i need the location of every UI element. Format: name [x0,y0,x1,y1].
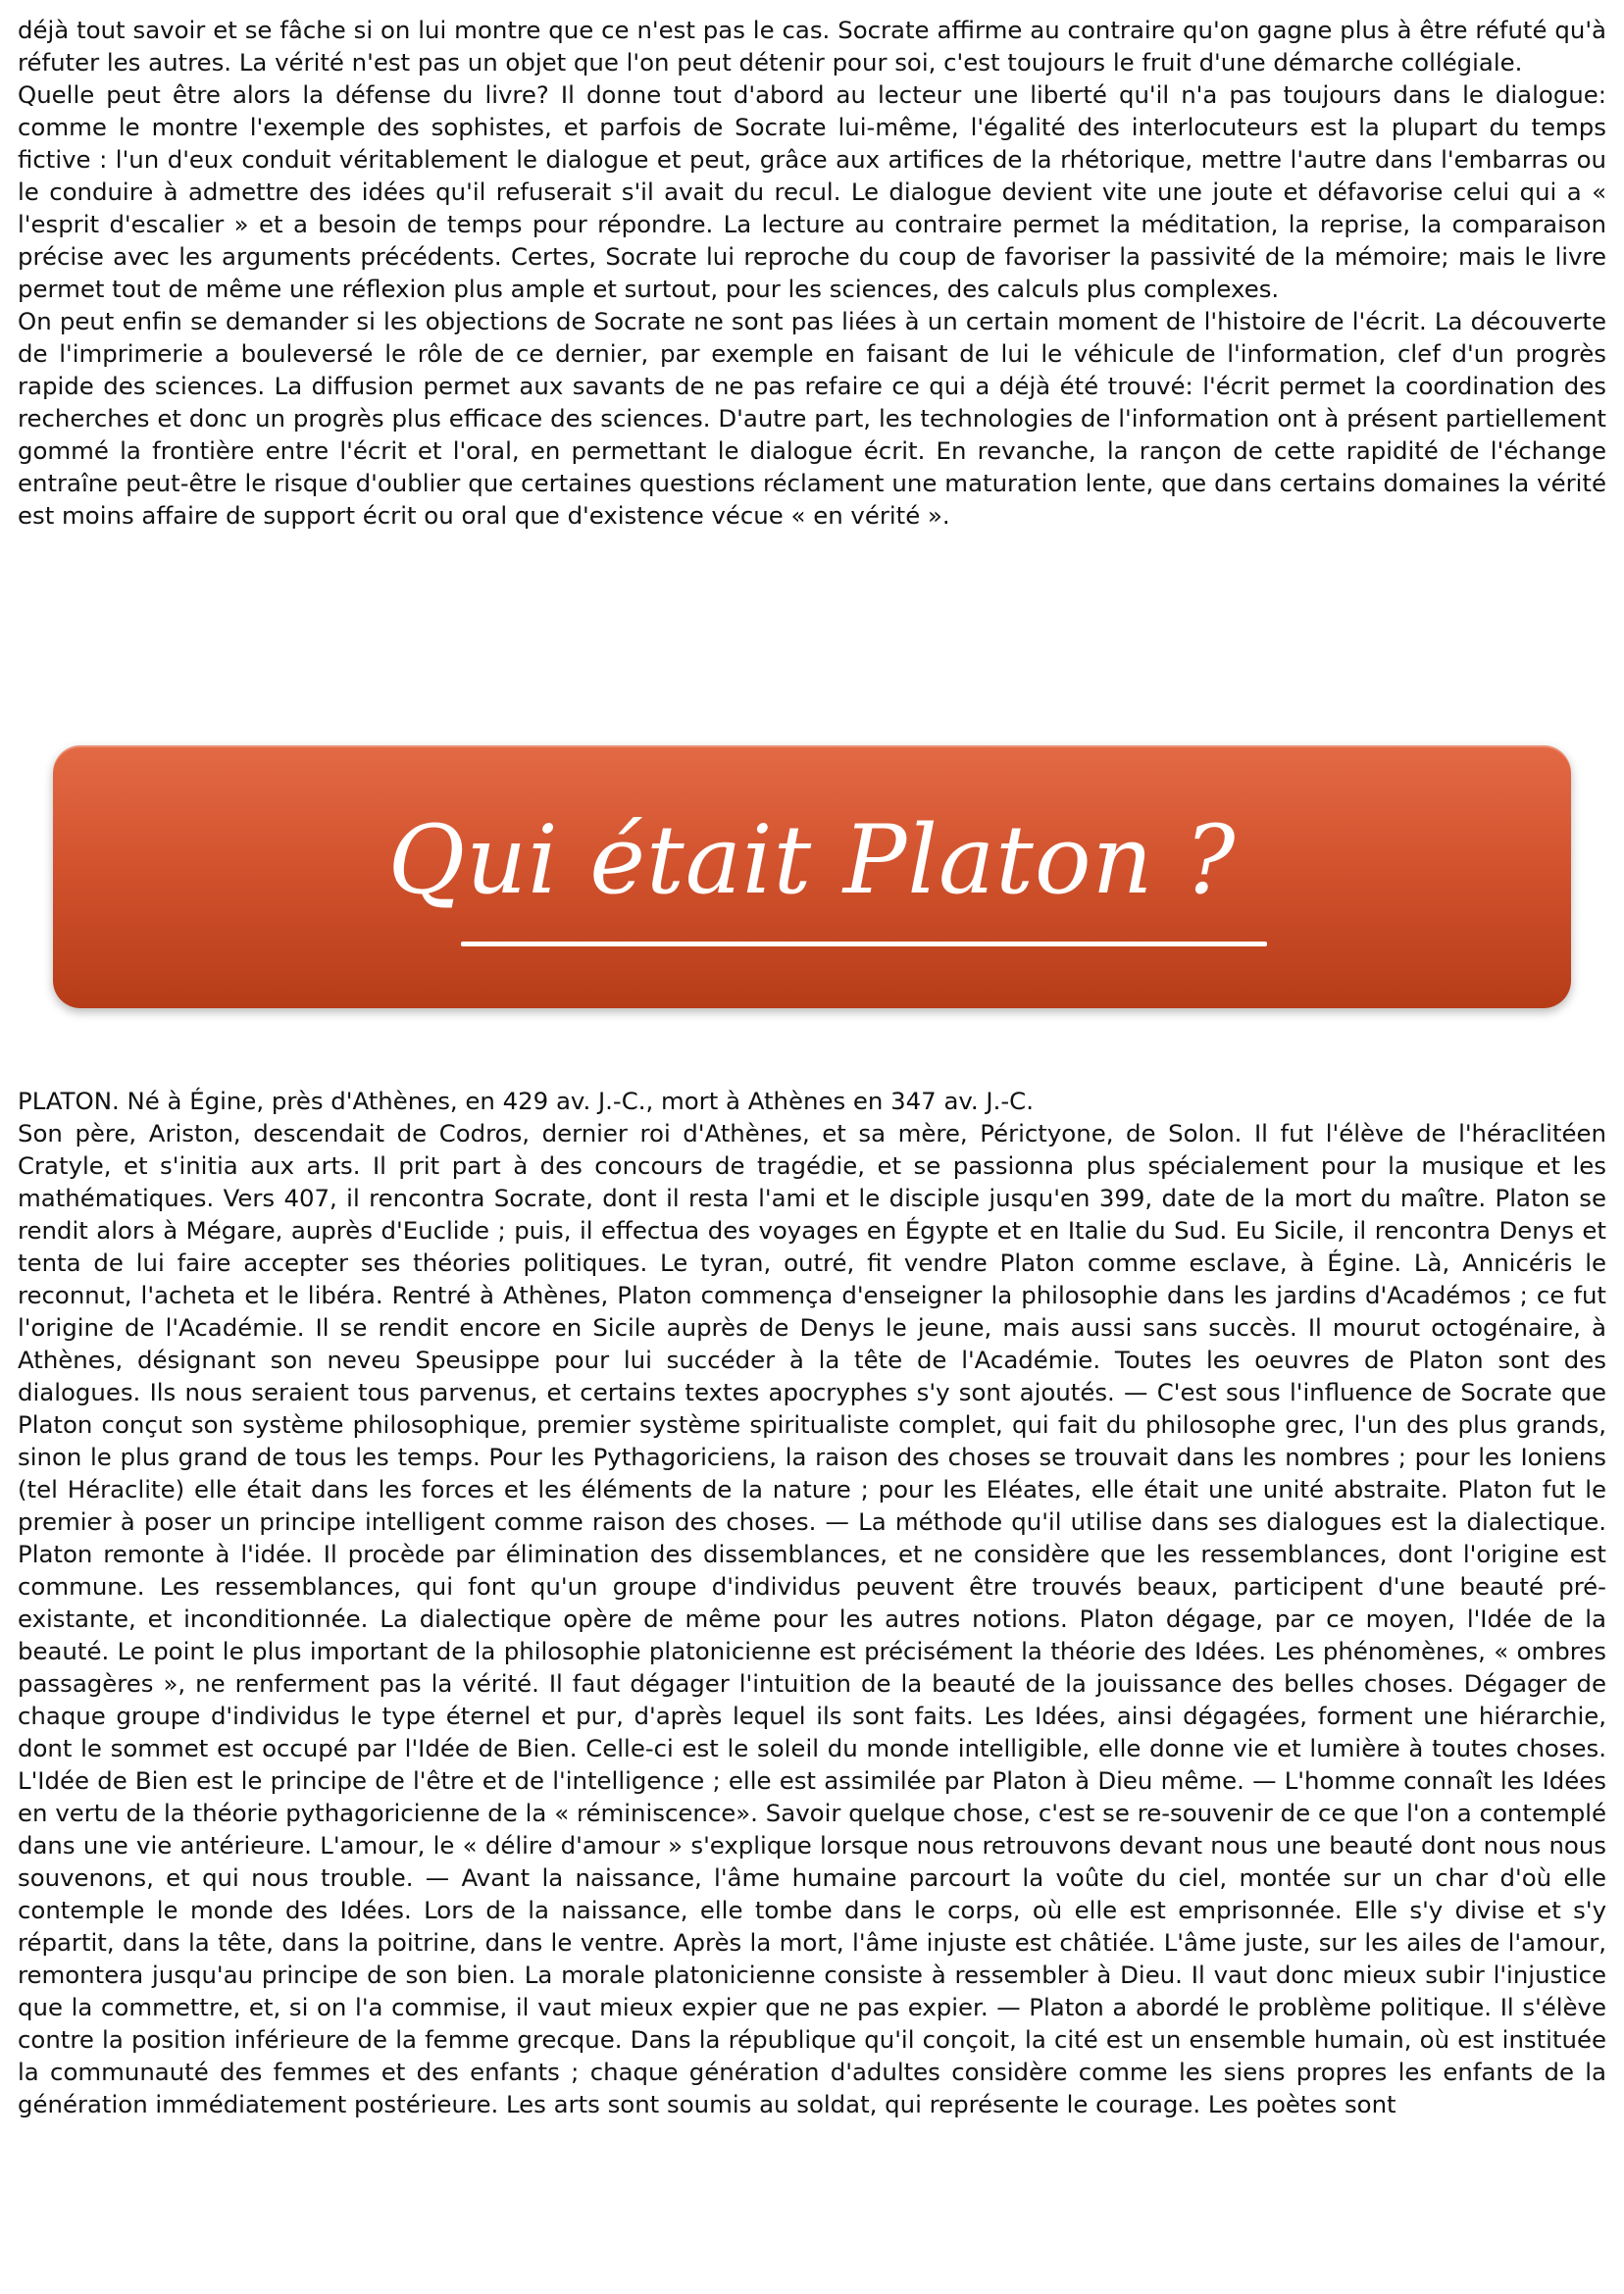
bottom-text-block [18,1085,1606,2120]
paragraph-refutation: déjà tout savoir et se fâche si on lui montre que ce n'est pas le cas. Socrate affirme au contraire qu'on gagne plus à être réfuté qu'à réfuter les autres. La vérité n'est pas un objet que l'on peut détenir pour soi, c'est toujours le fruit d'une démarche collégiale. [18,16,1606,76]
banner-title: Qui était Platon ? [387,805,1237,915]
banner-underline [461,942,1267,946]
paragraph-platon-biographie: Son père, Ariston, descendait de Codros, dernier roi d'Athènes, et sa mère, Périctyone, de Solon. Il fut l'élève de l'héraclitéen Cratyle, et s'initia aux arts. Il prit part à des concours de tragédie, et se passionna plus spécialement pour la musique et les mathématiques. Vers 407, il rencontra Socrate, dont il resta l'ami et le disciple jusqu'en 399, date de la mort du maître. Platon se rendit alors à Mégare, auprès d'Euclide ; puis, il effectua des voyages en Égypte et en Italie du Sud. Eu Sicile, il rencontra Denys et tenta de lui faire accepter ses théories politiques. Le tyran, outré, fit vendre Platon comme esclave, à Égine. Là, Annicéris le reconnut, l'acheta et le libéra. Rentré à Athènes, Platon commença d'enseigner la philosophie dans les jardins d'Académos ; ce fut l'origine de l'Académie. Il se rendit encore en Sicile auprès de Denys le jeune, mais aussi sans succès. Il mourut octogénaire, à Athènes, désignant son neveu Speusippe pour lui succéder à la tête de l'Académie. Toutes les oeuvres de Platon sont des dialogues. Ils nous seraient tous parvenus, et certains textes apocryphes s'y sont ajoutés. — C'est sous l'influence de Socrate que Platon conçut son système philosophique, premier système spiritualiste complet, qui fait du philosophe grec, l'un des plus grands, sinon le plus grand de tous les temps. Pour les Pythagoriciens, la raison des choses se trouvait dans les nombres ; pour les Ioniens (tel Héraclite) elle était dans les forces et les éléments de la nature ; pour les Eléates, elle était une unité abstraite. Platon fut le premier à poser un principe intelligent comme raison des choses. — La méthode qu'il utilise dans ses dialogues est la dialectique. Platon remonte à l'idée. Il procède par élimination des dissemblances, et ne considère que les ressemblances, dont l'origine est commune. Les ressemblances, qui font qu'un groupe d'individus peuvent être trouvés beaux, participent d'une beauté pré-existante, et inconditionnée. La dialectique opère de même pour les autres notions. Platon dégage, par ce moyen, l'Idée de la beauté. Le point le plus important de la philosophie platonicienne est précisément la théorie des Idées. Les phénomènes, « ombres passagères », ne renferment pas la vérité. Il faut dégager l'intuition de la beauté de la jouissance des belles choses. Dégager de chaque groupe d'individus le type éternel et pur, d'après lequel ils sont faits. Les Idées, ainsi dégagées, forment une hiérarchie, dont le sommet est occupé par l'Idée de Bien. Celle-ci est le soleil du monde intelligible, elle donne vie et lumière à toutes choses. L'Idée de Bien est le principe de l'être et de l'intelligence ; elle est assimilée par Platon à Dieu même. — L'homme connaît les Idées en vertu de la théorie pythagoricienne de la « réminiscence». Savoir quelque chose, c'est se re-souvenir de ce que l'on a contemplé dans une vie antérieure. L'amour, le « délire d'amour » s'explique lorsque nous retrouvons devant nous une beauté dont nous nous souvenons, et qui nous trouble. — Avant la naissance, l'âme humaine parcourt la voûte du ciel, montée sur un char d'où elle contemple le monde des Idées. Lors de la naissance, elle tombe dans le corps, où elle est emprisonnée. Elle s'y divise et s'y répartit, dans la tête, dans la poitrine, dans le ventre. Après la mort, l'âme injuste est châtiée. L'âme juste, sur les ailes de l'amour, remontera jusqu'au principe de son bien. La morale platonicienne consiste à ressembler à Dieu. Il vaut donc mieux subir l'injustice que la commettre, et, si on l'a commise, il vaut mieux expier que ne pas expier. — Platon a abordé le problème politique. Il s'élève contre la position inférieure de la femme grecque. Dans la république qu'il conçoit, la cité est un ensemble humain, où est instituée la communauté des femmes et des enfants ; chaque génération d'adultes considère comme les siens propres les enfants de la génération immédiatement postérieure. Les arts sont soumis au soldat, qui représente le courage. Les poètes sont [18,1119,1606,2118]
section-banner [53,745,1571,1008]
paragraph-histoire-ecrit: On peut enfin se demander si les objections de Socrate ne sont pas liées à un certain moment de l'histoire de l'écrit. La découverte de l'imprimerie a bouleversé le rôle de ce dernier, par exemple en faisant de lui le véhicule de l'information, clef d'un progrès rapide des sciences. La diffusion permet aux savants de ne pas refaire ce qui a déjà été trouvé: l'écrit permet la coordination des recherches et donc un progrès plus efficace des sciences. D'autre part, les technologies de l'information ont à présent partiellement gommé la frontière entre l'écrit et l'oral, en permettant le dialogue écrit. En revanche, la rançon de cette rapidité de l'échange entraîne peut-être le risque d'oublier que certaines questions réclament une maturation lente, que dans certains domaines la vérité est moins affaire de support écrit ou oral que d'existence vécue « en vérité ». [18,307,1606,530]
paragraph-defense-du-livre: Quelle peut être alors la défense du livre? Il donne tout d'abord au lecteur une liberté qu'il n'a pas toujours dans le dialogue: comme le montre l'exemple des sophistes, et parfois de Socrate lui-même, l'égalité des interlocuteurs est la plupart du temps fictive : l'un d'eux conduit véritablement le dialogue et peut, grâce aux artifices de la rhétorique, mettre l'autre dans l'embarras ou le conduire à admettre des idées qu'il refuserait s'il avait du recul. Le dialogue devient vite une joute et défavorise celui qui a « l'esprit d'escalier » et a besoin de temps pour répondre. La lecture au contraire permet la méditation, la reprise, la comparaison précise avec les arguments précédents. Certes, Socrate lui reproche du coup de favoriser la passivité de la mémoire; mais le livre permet tout de même une réflexion plus ample et surtout, pour les sciences, des calculs plus complexes. [18,80,1606,303]
paragraph-platon-intro: PLATON. Né à Égine, près d'Athènes, en 429 av. J.-C., mort à Athènes en 347 av. J.-C. [18,1087,1034,1115]
top-text-block [18,14,1606,532]
